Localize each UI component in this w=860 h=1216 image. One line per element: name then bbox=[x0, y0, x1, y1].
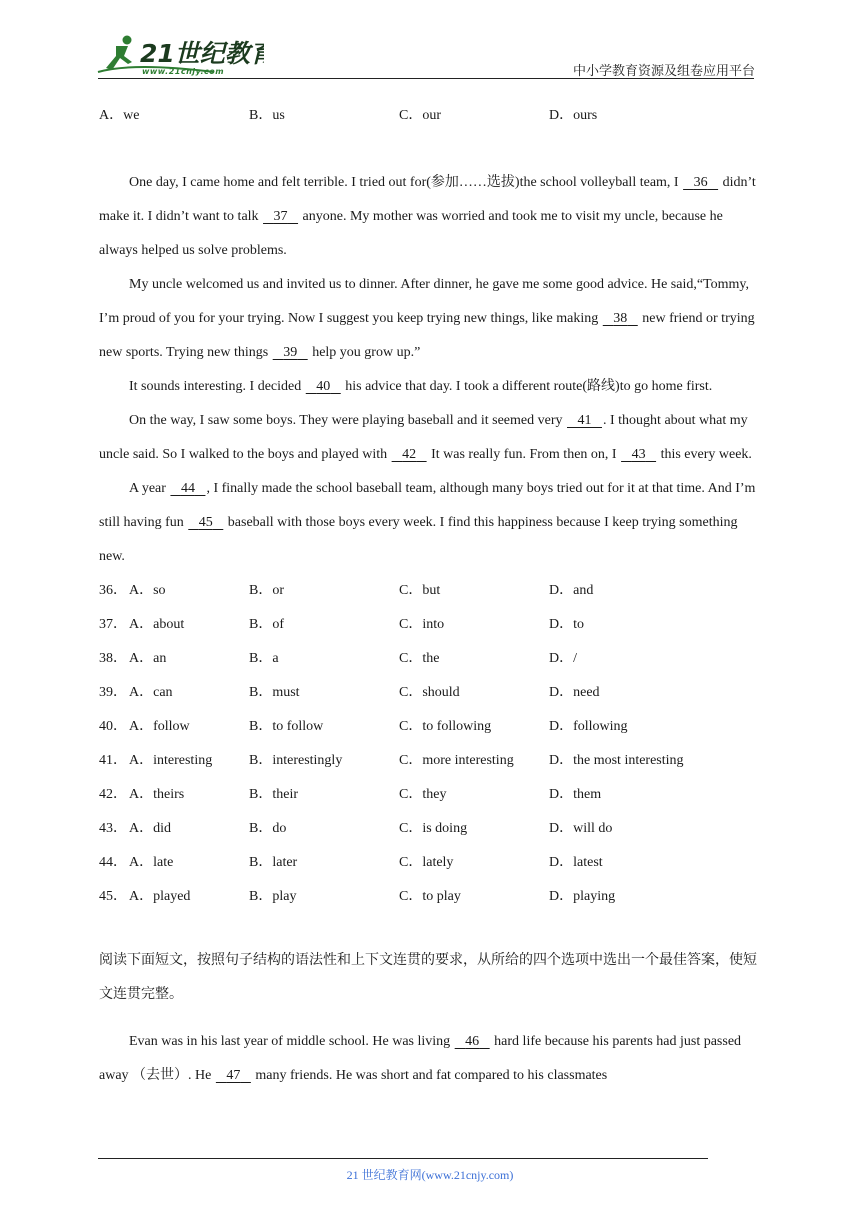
option-b: B．or bbox=[249, 583, 284, 598]
passage-text: It sounds interesting. I decided bbox=[129, 379, 305, 394]
option-a: A．did bbox=[129, 821, 171, 836]
question-row bbox=[99, 574, 761, 608]
cloze-passage bbox=[99, 166, 761, 574]
question-row bbox=[99, 642, 761, 676]
blank-number: 36 bbox=[693, 175, 708, 190]
option-d: D．latest bbox=[549, 855, 603, 870]
option-a: A．we bbox=[99, 108, 140, 123]
option-c: C．should bbox=[399, 685, 460, 700]
question-list bbox=[99, 574, 761, 914]
question-number: 41． bbox=[99, 753, 127, 768]
question-row bbox=[99, 744, 761, 778]
blank-number: 39 bbox=[283, 345, 298, 360]
page-header bbox=[0, 0, 860, 80]
option-a: A．late bbox=[129, 855, 174, 870]
option-c: C．more interesting bbox=[399, 753, 514, 768]
question-row bbox=[99, 778, 761, 812]
option-b: B．their bbox=[249, 787, 298, 802]
option-c: C．lately bbox=[399, 855, 454, 870]
question-number: 40． bbox=[99, 719, 127, 734]
option-a: A．an bbox=[129, 651, 167, 666]
question-row bbox=[99, 608, 761, 642]
blank-number: 40 bbox=[316, 379, 331, 394]
question-row bbox=[99, 846, 761, 880]
option-a: A．theirs bbox=[129, 787, 185, 802]
question-number: 36． bbox=[99, 583, 127, 598]
platform-label: 中小学教育资源及组卷应用平台 bbox=[572, 64, 755, 79]
passage-text: On the way, I saw some boys. They were playing baseball and it seemed very bbox=[129, 413, 566, 428]
blank-number: 37 bbox=[273, 209, 288, 224]
passage-text: help you grow up.” bbox=[308, 345, 421, 360]
page-content bbox=[99, 99, 761, 1093]
option-a: A．played bbox=[129, 889, 191, 904]
option-c: C．is doing bbox=[399, 821, 468, 836]
passage-text: baseball with those boys every week. I find this happiness because I keep trying something new. bbox=[99, 515, 738, 564]
passage-text: this every week. bbox=[657, 447, 752, 462]
passage-text: his advice that day. I took a different route(路线)to go home first. bbox=[341, 379, 713, 394]
header-divider bbox=[98, 78, 754, 79]
question-number: 39． bbox=[99, 685, 127, 700]
option-d: D．and bbox=[549, 583, 594, 598]
option-b: B．us bbox=[249, 108, 285, 123]
option-d: D．need bbox=[549, 685, 600, 700]
logo-slogan: www.21cnjy.com bbox=[142, 67, 225, 76]
option-b: B．must bbox=[249, 685, 300, 700]
passage-paragraph bbox=[99, 1025, 761, 1093]
option-b: B．of bbox=[249, 617, 284, 632]
option-d: D．will do bbox=[549, 821, 613, 836]
passage-text: hard life because his parents had just passed away （去世）. He bbox=[99, 1034, 742, 1083]
second-passage bbox=[99, 1025, 761, 1093]
option-c: C．into bbox=[399, 617, 445, 632]
option-d: D．them bbox=[549, 787, 602, 802]
passage-paragraph bbox=[99, 268, 761, 370]
option-c: C．but bbox=[399, 583, 441, 598]
option-b: B．do bbox=[249, 821, 287, 836]
question-number: 45． bbox=[99, 889, 127, 904]
option-a: A．interesting bbox=[129, 753, 213, 768]
question-row bbox=[99, 710, 761, 744]
option-d: D．following bbox=[549, 719, 628, 734]
passage-paragraph bbox=[99, 472, 761, 574]
blank-number: 38 bbox=[613, 311, 628, 326]
option-b: B．a bbox=[249, 651, 279, 666]
option-c: C．our bbox=[399, 108, 441, 123]
option-b: B．interestingly bbox=[249, 753, 343, 768]
passage-paragraph bbox=[99, 404, 761, 472]
question-number: 43． bbox=[99, 821, 127, 836]
option-d: D．playing bbox=[549, 889, 616, 904]
option-c: C．the bbox=[399, 651, 440, 666]
passage-text: new friend or trying new sports. Trying new things bbox=[99, 311, 755, 360]
option-a: A．about bbox=[129, 617, 185, 632]
option-c: C．to play bbox=[399, 889, 461, 904]
blank-number: 45 bbox=[198, 515, 213, 530]
passage-text: anyone. My mother was worried and took me to visit my uncle, because he always helped us solve problems. bbox=[99, 209, 723, 258]
option-a: A．so bbox=[129, 583, 166, 598]
footer-text: 21 世纪教育网(www.21cnjy.com) bbox=[346, 1168, 514, 1182]
passage-text: , I finally made the school baseball team, although many boys tried out for it at that time. And I’m still having fun bbox=[99, 481, 756, 530]
passage-text: didn’t make it. I didn’t want to talk bbox=[99, 175, 756, 224]
option-c: C．they bbox=[399, 787, 447, 802]
option-d: D．the most interesting bbox=[549, 753, 684, 768]
passage-text: It was really fun. From then on, I bbox=[427, 447, 621, 462]
passage-text: many friends. He was short and fat compared to his classmates bbox=[251, 1068, 608, 1083]
option-b: B．later bbox=[249, 855, 298, 870]
option-b: B．play bbox=[249, 889, 297, 904]
blank-number: 46 bbox=[465, 1034, 480, 1049]
previous-question-options bbox=[99, 99, 761, 133]
option-a: A．can bbox=[129, 685, 173, 700]
passage-paragraph bbox=[99, 370, 761, 404]
option-b: B．to follow bbox=[249, 719, 324, 734]
blank-number: 44 bbox=[180, 481, 195, 496]
option-d: D．/ bbox=[549, 651, 577, 666]
section-instruction: 阅读下面短文，按照句子结构的语法性和上下文连贯的要求，从所给的四个选项中选出一个最佳答案，使短文连贯完整。 bbox=[99, 952, 757, 1002]
option-c: C．to following bbox=[399, 719, 492, 734]
logo bbox=[94, 32, 264, 78]
blank-number: 42 bbox=[402, 447, 417, 462]
option-a: A．follow bbox=[129, 719, 190, 734]
question-row bbox=[99, 880, 761, 914]
footer-divider bbox=[98, 1158, 708, 1159]
passage-text: One day, I came home and felt terrible. I tried out for(参加……选拔)the school volleyball team, I bbox=[129, 175, 683, 190]
question-number: 37． bbox=[99, 617, 127, 632]
blank-number: 47 bbox=[226, 1068, 241, 1083]
passage-text: . I thought about what my uncle said. So I walked to the boys and played with bbox=[99, 413, 748, 462]
question-number: 38． bbox=[99, 651, 127, 666]
logo-text: 21世纪教育 bbox=[140, 39, 264, 68]
option-d: D．to bbox=[549, 617, 584, 632]
question-number: 44． bbox=[99, 855, 127, 870]
blank-number: 41 bbox=[577, 413, 592, 428]
passage-text: My uncle welcomed us and invited us to dinner. After dinner, he gave me some good advice. He said,“Tommy, I’m proud of you for your trying. Now I suggest you keep trying new things, like making bbox=[99, 277, 750, 326]
question-row bbox=[99, 676, 761, 710]
passage-paragraph bbox=[99, 166, 761, 268]
passage-text: A year bbox=[129, 481, 170, 496]
question-row bbox=[99, 812, 761, 846]
option-d: D．ours bbox=[549, 108, 598, 123]
passage-text: Evan was in his last year of middle school. He was living bbox=[129, 1034, 454, 1049]
blank-number: 43 bbox=[631, 447, 646, 462]
question-number: 42． bbox=[99, 787, 127, 802]
